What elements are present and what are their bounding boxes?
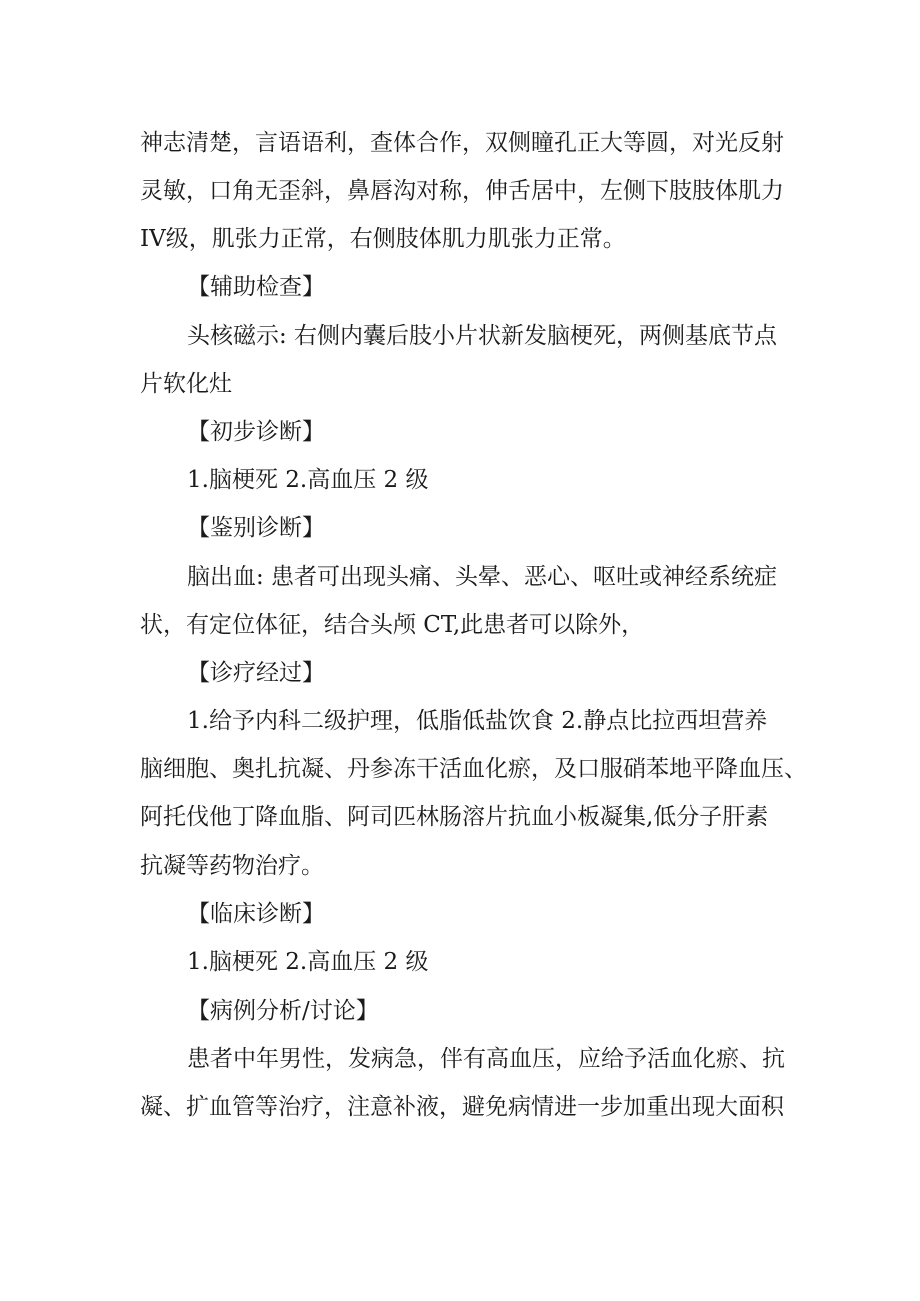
differential-line-2: 状，有定位体征，结合头颅 CT,此患者可以除外， — [140, 612, 645, 638]
treatment-line-2: 脑细胞、奥扎抗凝、丹参冻干活血化瘀，及口服硝苯地平降血压、 — [140, 756, 807, 782]
auxiliary-heading: 【辅助检查】 — [187, 274, 325, 300]
preliminary-heading: 【初步诊断】 — [187, 419, 325, 445]
differential-heading: 【鉴别诊断】 — [187, 515, 325, 541]
treatment-heading: 【诊疗经过】 — [187, 660, 325, 686]
clinical-text: 1.脑梗死 2.高血压 2 级 — [187, 949, 429, 975]
auxiliary-line-1: 头核磁示: 右侧内囊后肢小片状新发脑梗死，两侧基底节点 — [187, 323, 778, 349]
exam-line-3: IV级，肌张力正常，右侧肢体肌力肌张力正常。 — [140, 226, 626, 252]
treatment-line-1: 1.给予内科二级护理，低脂低盐饮食 2.静点比拉西坦营养 — [187, 708, 768, 734]
discussion-line-2: 凝、扩血管等治疗，注意补液，避免病情进一步加重出现大面积 — [140, 1094, 784, 1120]
exam-line-2: 灵敏，口角无歪斜，鼻唇沟对称，伸舌居中，左侧下肢肢体肌力 — [140, 178, 784, 204]
discussion-heading: 【病例分析/讨论】 — [187, 998, 379, 1024]
preliminary-text: 1.脑梗死 2.高血压 2 级 — [187, 467, 429, 493]
exam-line-1: 神志清楚，言语语利，查体合作，双侧瞳孔正大等圆，对光反射 — [140, 130, 784, 156]
treatment-line-3: 阿托伐他丁降血脂、阿司匹林肠溶片抗血小板凝集,低分子肝素 — [140, 804, 769, 830]
clinical-heading: 【临床诊断】 — [187, 901, 325, 927]
discussion-line-1: 患者中年男性，发病急，伴有高血压，应给予活血化瘀、抗 — [187, 1046, 785, 1072]
auxiliary-line-2: 片软化灶 — [140, 371, 232, 397]
differential-line-1: 脑出血: 患者可出现头痛、头晕、恶心、呕吐或神经系统症 — [187, 564, 778, 590]
treatment-line-4: 抗凝等药物治疗。 — [140, 853, 324, 879]
